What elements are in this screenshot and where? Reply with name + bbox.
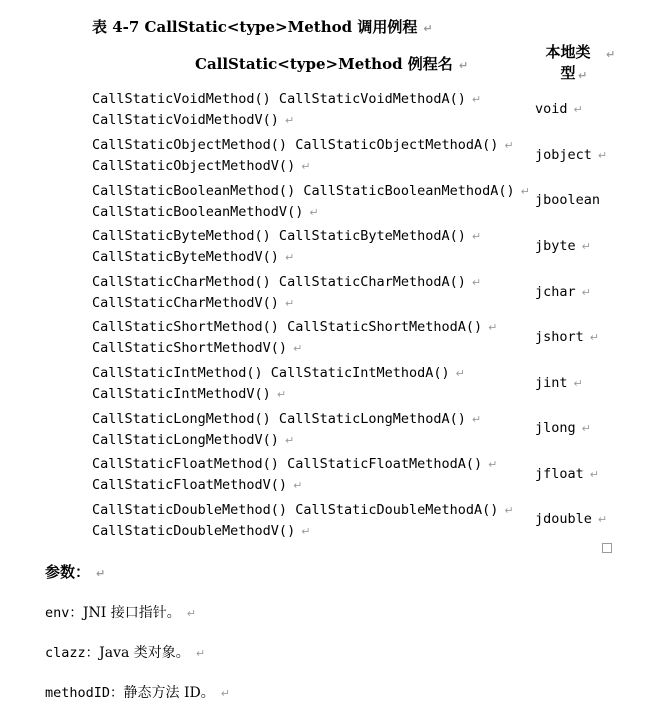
table-row (92, 181, 530, 223)
param-env-desc: JNI 接口指针。 (82, 605, 181, 621)
native-type-cell (535, 147, 607, 163)
column-header-methods-text: CallStatic<type>Method 例程名 (195, 55, 453, 73)
method-names-line1: CallStaticCharMethod() CallStaticCharMethodA() (92, 274, 466, 290)
table-row (92, 363, 465, 405)
paragraph-mark-icon: ↵ (284, 297, 295, 310)
paragraph-mark-icon: ↵ (455, 367, 465, 380)
paragraph-mark-icon: ↵ (488, 458, 498, 471)
method-names-line2: CallStaticDoubleMethodV() (92, 523, 296, 539)
param-env (45, 601, 196, 622)
native-type: jchar (535, 284, 576, 300)
native-type-cell (535, 192, 600, 208)
paragraph-mark-icon: ↵ (471, 413, 482, 426)
method-names-line1: CallStaticFloatMethod() CallStaticFloatMethodA() (92, 456, 483, 472)
param-methodid-desc: 静态方法 ID。 (123, 685, 215, 701)
method-names-line2: CallStaticLongMethodV() (92, 432, 279, 448)
paragraph-mark-icon: ↵ (606, 48, 616, 61)
native-type-cell (535, 511, 607, 527)
param-methodid-name: methodID： (45, 685, 124, 701)
paragraph-mark-icon: ↵ (284, 114, 295, 127)
paragraph-mark-icon: ↵ (597, 149, 608, 162)
paragraph-mark-icon: ↵ (488, 321, 498, 334)
native-type-cell (535, 238, 591, 254)
method-names-line2: CallStaticFloatMethodV() (92, 477, 288, 493)
table-row (92, 89, 481, 131)
method-names-line1: CallStaticLongMethod() CallStaticLongMethodA() (92, 411, 466, 427)
method-names-line2: CallStaticObjectMethodV() (92, 158, 296, 174)
native-type: jbyte (535, 238, 576, 254)
table-row (92, 454, 497, 496)
params-heading (45, 561, 105, 582)
paragraph-mark-icon: ↵ (423, 22, 433, 35)
column-header-type-line2: 型 (560, 64, 576, 82)
paragraph-mark-icon: ↵ (96, 567, 106, 580)
paragraph-mark-icon: ↵ (186, 607, 196, 620)
params-heading-text: 参数： (45, 563, 91, 581)
method-names-line2: CallStaticIntMethodV() (92, 386, 271, 402)
caption-text: 表 4-7 CallStatic<type>Method 调用例程 (92, 18, 418, 36)
paragraph-mark-icon: ↵ (458, 59, 469, 72)
table-caption (92, 16, 433, 37)
paragraph-mark-icon: ↵ (597, 513, 608, 526)
param-methodid (45, 681, 230, 702)
method-names-line2: CallStaticShortMethodV() (92, 340, 288, 356)
native-type: void (535, 101, 568, 117)
native-type-cell (535, 375, 583, 391)
paragraph-mark-icon: ↵ (309, 206, 319, 219)
native-type: jint (535, 375, 568, 391)
native-type-cell (535, 466, 599, 482)
paragraph-mark-icon: ↵ (276, 388, 287, 401)
paragraph-mark-icon: ↵ (578, 69, 588, 82)
paragraph-mark-icon: ↵ (581, 286, 591, 299)
method-names-line2: CallStaticBooleanMethodV() (92, 204, 304, 220)
method-names-line2: CallStaticCharMethodV() (92, 295, 279, 311)
native-type-cell (535, 329, 599, 345)
paragraph-mark-icon: ↵ (301, 525, 311, 538)
paragraph-mark-icon: ↵ (284, 251, 295, 264)
native-type-cell (535, 284, 591, 300)
table-row (92, 409, 481, 451)
paragraph-mark-icon: ↵ (589, 331, 599, 344)
native-type-cell (535, 420, 591, 436)
paragraph-mark-icon: ↵ (573, 377, 583, 390)
column-header-type-line1: 本地类 (545, 43, 591, 61)
native-type: jfloat (535, 466, 584, 482)
column-header-type (538, 42, 616, 84)
paragraph-mark-icon: ↵ (504, 504, 514, 517)
paragraph-mark-icon: ↵ (284, 434, 295, 447)
paragraph-mark-icon: ↵ (520, 185, 530, 198)
paragraph-mark-icon: ↵ (581, 240, 591, 253)
method-names-line1: CallStaticIntMethod() CallStaticIntMethodA() (92, 365, 450, 381)
table-row (92, 500, 514, 542)
param-env-name: env： (45, 605, 83, 621)
native-type: jdouble (535, 511, 592, 527)
native-type-cell (535, 101, 583, 117)
param-clazz-desc: Java 类对象。 (99, 645, 190, 661)
paragraph-mark-icon: ↵ (220, 687, 230, 700)
paragraph-mark-icon: ↵ (301, 160, 311, 173)
table-row (92, 272, 481, 314)
paragraph-mark-icon: ↵ (589, 468, 599, 481)
table-row (92, 317, 497, 359)
paragraph-mark-icon: ↵ (581, 422, 591, 435)
table-row (92, 135, 514, 177)
table-row (92, 226, 481, 268)
paragraph-mark-icon: ↵ (471, 276, 482, 289)
param-clazz (45, 641, 205, 662)
paragraph-mark-icon: ↵ (504, 139, 514, 152)
method-names-line1: CallStaticByteMethod() CallStaticByteMethodA() (92, 228, 466, 244)
paragraph-mark-icon: ↵ (293, 342, 303, 355)
native-type: jlong (535, 420, 576, 436)
column-header-methods (195, 53, 468, 74)
method-names-line1: CallStaticObjectMethod() CallStaticObjectMethodA() (92, 137, 499, 153)
method-names-line1: CallStaticDoubleMethod() CallStaticDoubleMethodA() (92, 502, 499, 518)
paragraph-mark-icon: ↵ (471, 230, 482, 243)
table-end-marker (602, 543, 612, 553)
native-type: jshort (535, 329, 584, 345)
paragraph-mark-icon: ↵ (471, 93, 482, 106)
method-names-line1: CallStaticShortMethod() CallStaticShortMethodA() (92, 319, 483, 335)
paragraph-mark-icon: ↵ (293, 479, 303, 492)
method-names-line2: CallStaticVoidMethodV() (92, 112, 279, 128)
method-names-line1: CallStaticBooleanMethod() CallStaticBooleanMethodA() (92, 183, 515, 199)
native-type: jboolean (535, 192, 601, 208)
param-clazz-name: clazz： (45, 645, 100, 661)
paragraph-mark-icon: ↵ (195, 647, 206, 660)
method-names-line1: CallStaticVoidMethod() CallStaticVoidMethodA() (92, 91, 466, 107)
method-names-line2: CallStaticByteMethodV() (92, 249, 279, 265)
native-type: jobject (535, 147, 592, 163)
paragraph-mark-icon: ↵ (573, 103, 583, 116)
